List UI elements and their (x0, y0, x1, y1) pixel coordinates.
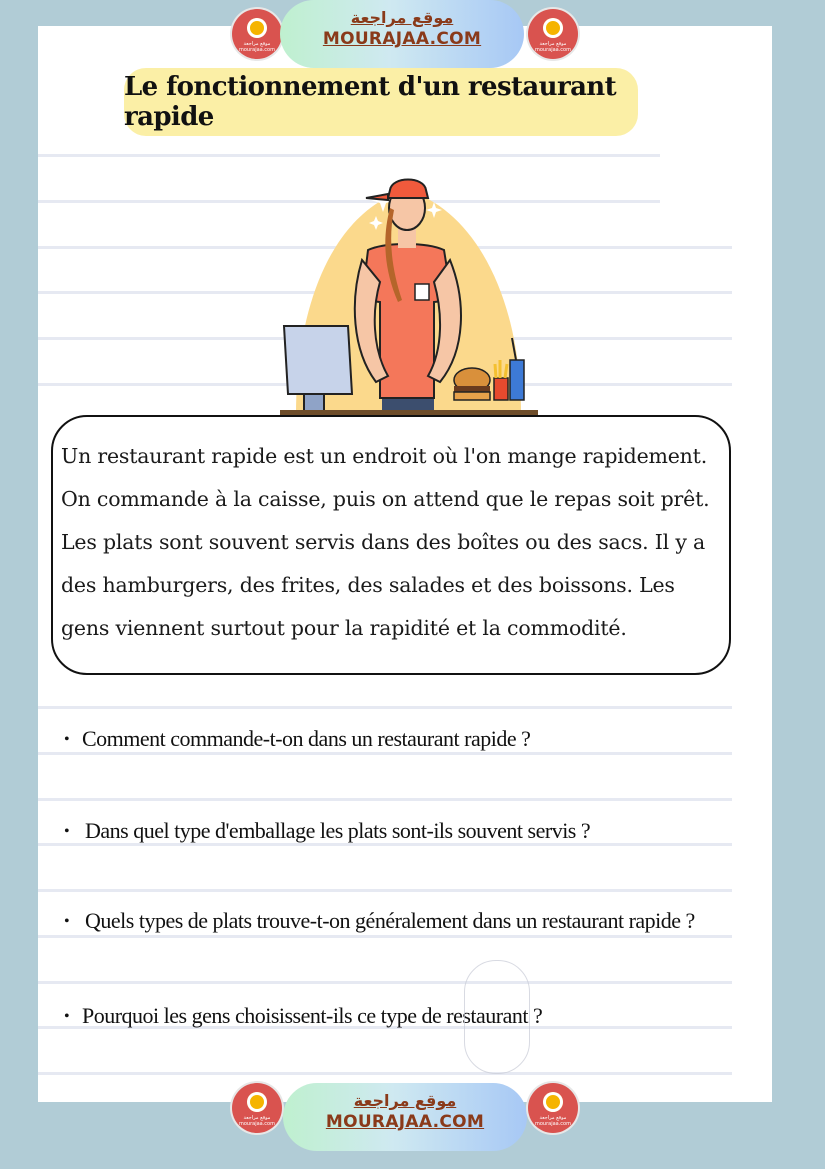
logo-badge-right (528, 1083, 578, 1133)
bullet-icon: • (64, 823, 70, 840)
page-title: Le fonctionnement d'un restaurant rapide (124, 72, 617, 132)
logo-icon (247, 1092, 267, 1112)
ruled-line (38, 1072, 732, 1075)
title-banner (124, 68, 638, 136)
ruled-line (38, 981, 732, 984)
question-item (64, 908, 695, 934)
badge-label: موقع مراجعة mourajaa.com (534, 1115, 571, 1127)
header-site-name[interactable]: MOURAJAA.COM (322, 29, 482, 49)
bullet-icon: • (64, 1008, 70, 1025)
bullet-icon: • (64, 913, 70, 930)
reading-box (51, 415, 731, 675)
logo-icon (543, 1092, 563, 1112)
footer-site-arabic[interactable]: موقع مراجعة (353, 1091, 457, 1110)
badge-label: موقع مراجعة mourajaa.com (238, 1115, 275, 1127)
footer-site-name[interactable]: MOURAJAA.COM (325, 1112, 485, 1132)
reading-passage: Un restaurant rapide est un endroit où l'on mange rapidement. On commande à la caisse, puis on attend que le repas soit prêt. Les plats sont souvent servis dans des boîtes ou des sacs. Il y a des hamburgers, des frites, des salades et des boissons. Les gens viennent surtout pour la rapidité et la commodité. (61, 444, 710, 640)
header-banner[interactable] (280, 0, 524, 68)
question-text: Comment commande-t-on dans un restaurant rapide ? (82, 726, 531, 751)
ruled-line (38, 752, 732, 755)
question-text: Dans quel type d'emballage les plats sont-ils souvent servis ? (85, 818, 591, 843)
logo-icon (247, 18, 267, 38)
ruled-line (38, 935, 732, 938)
bullet-icon: • (64, 731, 70, 748)
logo-badge-right (528, 9, 578, 59)
badge-label: موقع مراجعة mourajaa.com (534, 41, 571, 53)
ruled-line (38, 889, 732, 892)
logo-badge-left (232, 1083, 282, 1133)
watermark-seal (464, 960, 530, 1074)
ruled-line (38, 706, 732, 709)
header-site-arabic[interactable]: موقع مراجعة (350, 8, 454, 27)
question-item (64, 818, 590, 844)
footer-banner[interactable] (283, 1083, 527, 1151)
logo-badge-left (232, 9, 282, 59)
question-text: Pourquoi les gens choisissent-ils ce type de restaurant ? (82, 1003, 543, 1028)
question-item (64, 726, 530, 752)
question-text: Quels types de plats trouve-t-on généralement dans un restaurant rapide ? (85, 908, 695, 933)
ruled-line (38, 798, 732, 801)
cashier-illustration (276, 150, 546, 416)
badge-label: موقع مراجعة mourajaa.com (238, 41, 275, 53)
logo-icon (543, 18, 563, 38)
